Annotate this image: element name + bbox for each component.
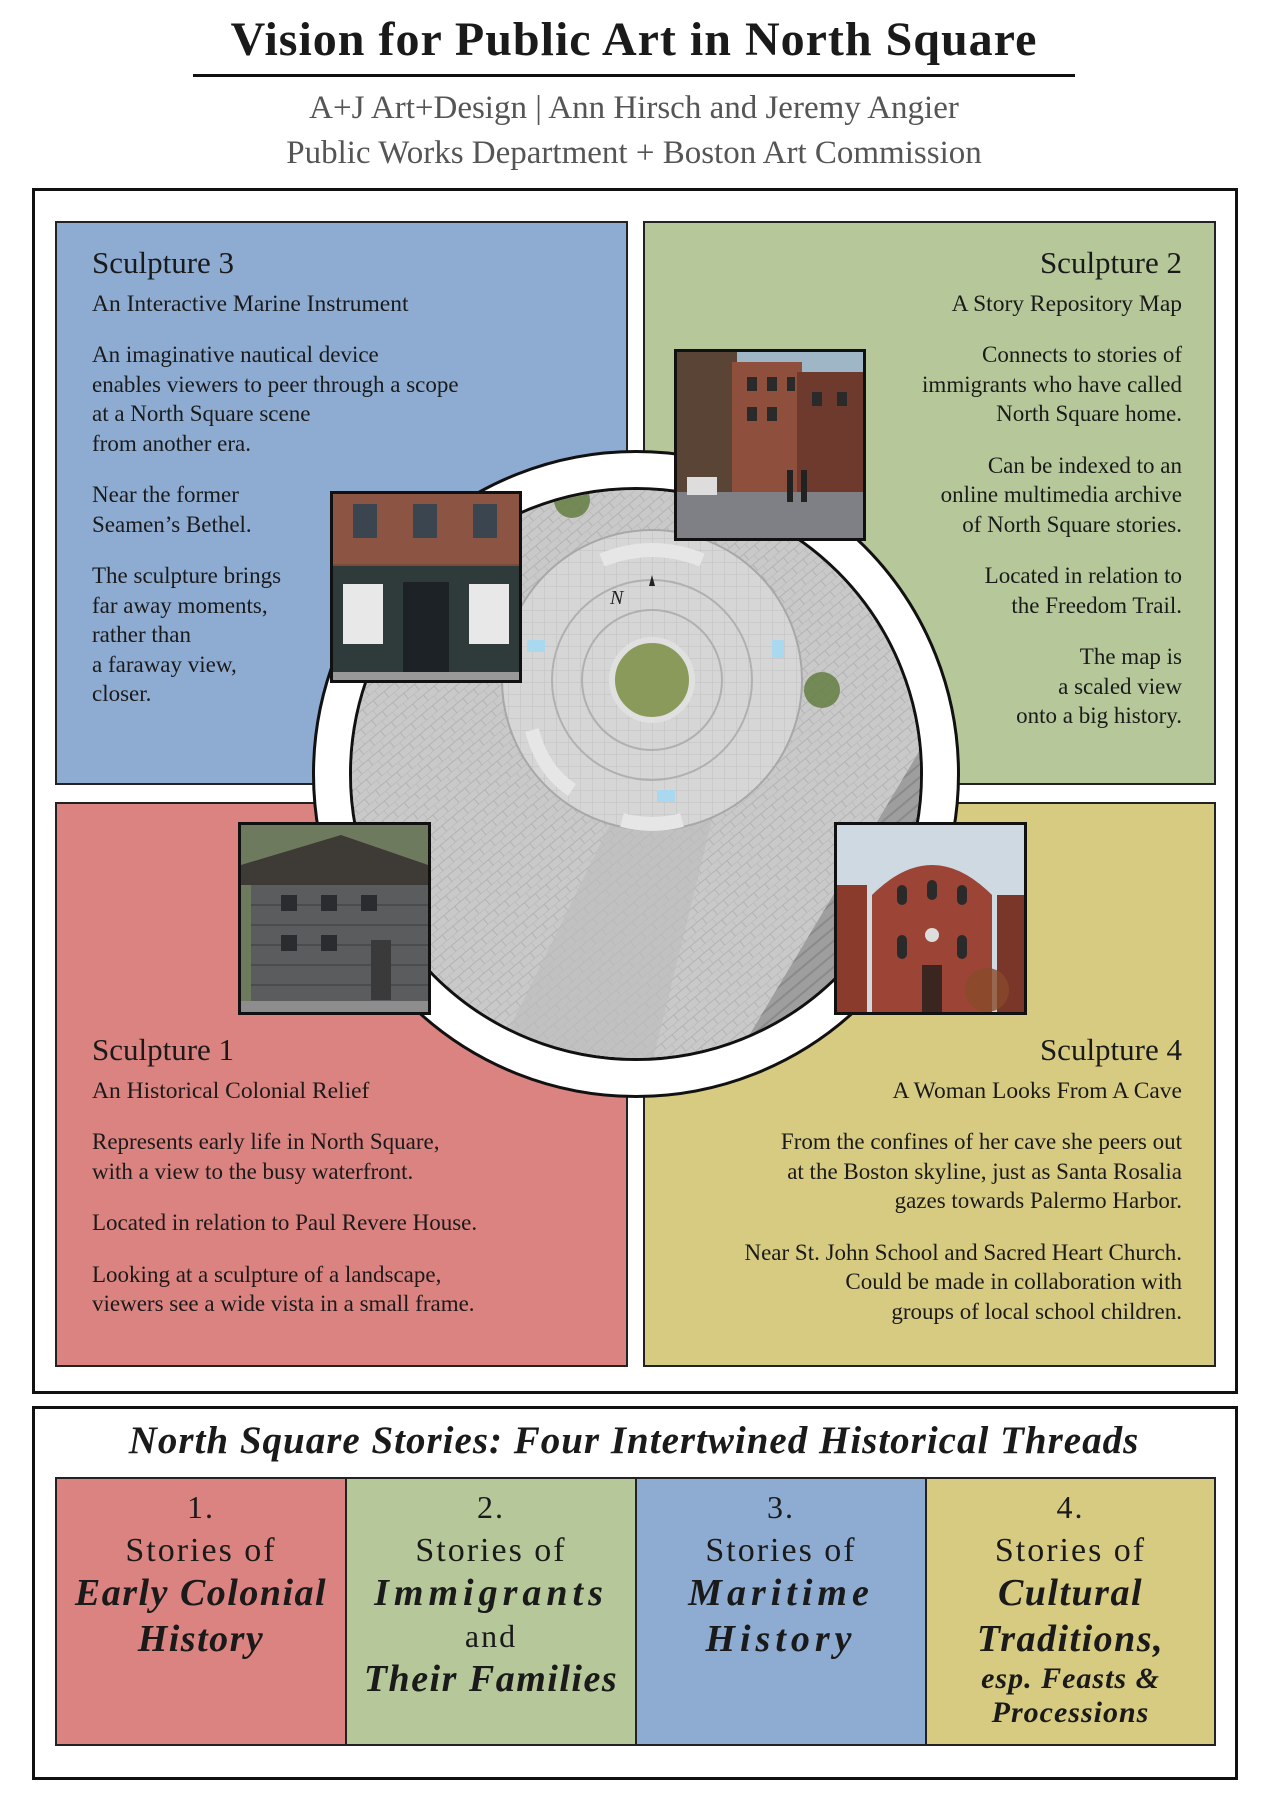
stories-title: North Square Stories: Four Intertwined Historical Threads xyxy=(128,1419,1140,1462)
sculpture-2-text: The map is a scaled view onto a big history. xyxy=(1016,644,1182,728)
sculpture-1-title: Sculpture 1 xyxy=(92,1032,235,1067)
sculpture-2-text: Connects to stories of immigrants who have called North Square home. xyxy=(922,342,1182,426)
thread-conjunction: and xyxy=(464,1618,518,1654)
north-arrow-label: N xyxy=(610,587,624,609)
sculpture-4-text: Near St. John School and Sacred Heart Church. Could be made in collaboration with groups of local school children. xyxy=(744,1239,1182,1324)
thread-immigrants xyxy=(345,1477,637,1746)
sculpture-4-title: Sculpture 4 xyxy=(1039,1032,1182,1067)
page-title: Vision for Public Art in North Square xyxy=(230,13,1038,66)
thread-emphasis: Maritime History xyxy=(688,1572,874,1660)
sculpture-2-title: Sculpture 2 xyxy=(1039,245,1182,280)
sculpture-1-text: Represents early life in North Square, with a view to the busy waterfront. xyxy=(92,1129,440,1184)
thread-emphasis-2: Their Families xyxy=(363,1658,619,1700)
thread-prefix: Stories of xyxy=(994,1532,1147,1569)
sculpture-3-subtitle: An Interactive Marine Instrument xyxy=(92,291,409,317)
photo-sacred-heart-church xyxy=(834,822,1027,1015)
thread-emphasis: Cultural Traditions, xyxy=(976,1572,1165,1660)
sculpture-2-text: Can be indexed to an online multimedia archive of North Square stories. xyxy=(940,452,1182,537)
thread-number: 4. xyxy=(1056,1489,1085,1525)
photo-seamens-bethel xyxy=(330,491,522,683)
sculpture-2-text: Located in relation to the Freedom Trail. xyxy=(984,563,1182,618)
thread-prefix: Stories of xyxy=(125,1532,277,1569)
sculpture-1-text: Looking at a sculpture of a landscape, viewers see a wide vista in a small frame. xyxy=(92,1261,475,1316)
title-underline xyxy=(193,74,1075,77)
sculpture-4-text: From the confines of her cave she peers out at the Boston skyline, just as Santa Rosalia gazes towards Palermo Harbor. xyxy=(780,1129,1182,1213)
thread-number: 1. xyxy=(187,1489,215,1525)
sculpture-3-title: Sculpture 3 xyxy=(92,245,235,280)
thread-emphasis: Early Colonial History xyxy=(74,1572,328,1660)
sculpture-3-text: The sculpture brings far away moments, rather than a faraway view, closer. xyxy=(92,563,282,706)
thread-maritime xyxy=(635,1477,927,1746)
sculpture-4-subtitle: A Woman Looks From A Cave xyxy=(892,1078,1182,1104)
sculpture-3-text: Near the former Seamen’s Bethel. xyxy=(92,482,252,537)
subtitle-departments: Public Works Department + Boston Art Commission xyxy=(286,135,982,171)
thread-number: 2. xyxy=(477,1489,505,1525)
sculpture-2-subtitle: A Story Repository Map xyxy=(951,291,1182,317)
thread-emphasis: Immigrants xyxy=(374,1572,608,1614)
thread-cultural-traditions xyxy=(925,1477,1216,1746)
thread-detail: esp. Feasts & Processions xyxy=(981,1662,1160,1729)
thread-early-colonial xyxy=(55,1477,347,1746)
thread-number: 3. xyxy=(767,1489,795,1525)
photo-north-square-street xyxy=(674,349,866,541)
sculpture-1-subtitle: An Historical Colonial Relief xyxy=(92,1078,370,1104)
sculpture-3-text: An imaginative nautical device enables viewers to peer through a scope at a North Square scene from another era. xyxy=(92,342,459,456)
subtitle-credits: A+J Art+Design | Ann Hirsch and Jeremy Angier xyxy=(309,90,959,126)
thread-prefix: Stories of xyxy=(415,1532,567,1569)
sculpture-1-text: Located in relation to Paul Revere House. xyxy=(92,1210,478,1235)
photo-paul-revere-house xyxy=(238,822,431,1015)
thread-prefix: Stories of xyxy=(705,1532,857,1569)
